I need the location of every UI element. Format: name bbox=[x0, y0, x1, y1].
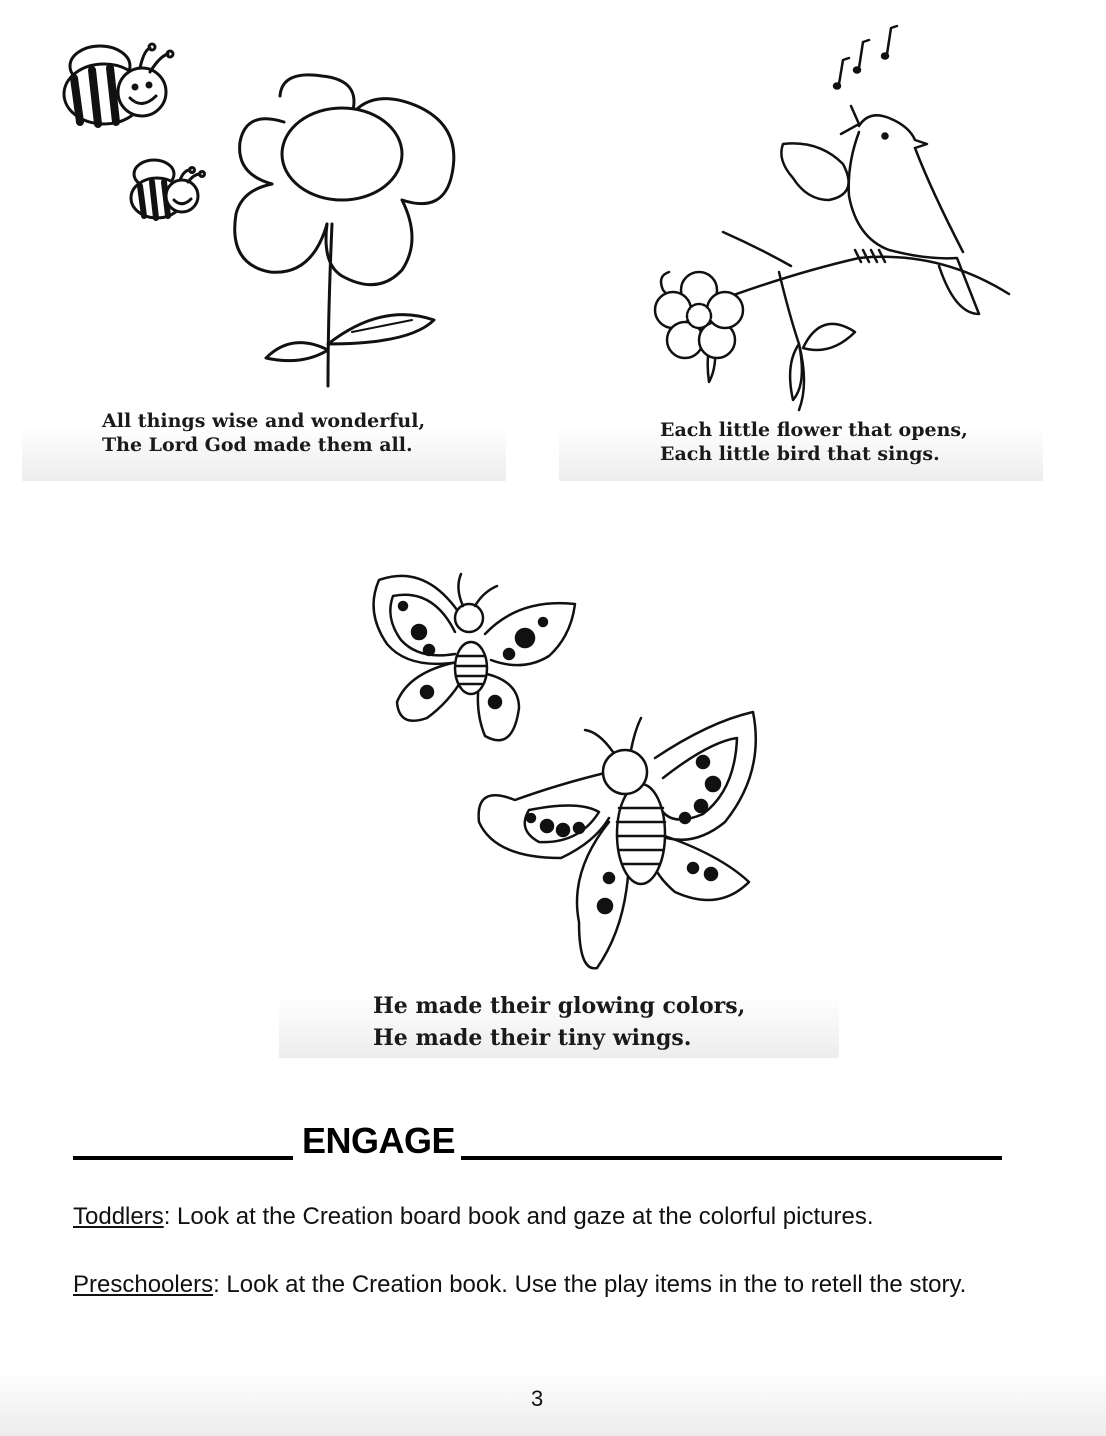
toddlers-label: Toddlers bbox=[73, 1203, 164, 1230]
butterfly-small-icon bbox=[374, 574, 575, 740]
flower-icon bbox=[235, 75, 454, 386]
heading-rule-left bbox=[73, 1156, 293, 1160]
toddlers-text: : Look at the Creation board book and gaze at the colorful pictures. bbox=[163, 1203, 874, 1230]
illustration-flower-bees bbox=[22, 14, 506, 481]
preschoolers-label: Preschoolers bbox=[73, 1271, 214, 1298]
caption-line: He made their glowing colors, bbox=[373, 993, 746, 1019]
caption-line: Each little flower that opens, bbox=[660, 419, 968, 441]
engage-heading bbox=[73, 1118, 1002, 1164]
preschoolers-text: : Look at the Creation book. Use the play items in the to retell the story. bbox=[213, 1271, 967, 1298]
toddlers-paragraph bbox=[73, 1200, 1033, 1234]
flower-caption bbox=[102, 409, 425, 458]
page-number: 3 bbox=[531, 1386, 544, 1411]
butterfly-large-icon bbox=[479, 712, 756, 968]
bee-large-icon bbox=[64, 44, 173, 124]
bee-small-icon bbox=[131, 160, 205, 218]
heading-rule-right bbox=[461, 1156, 1002, 1160]
bird-caption bbox=[660, 418, 968, 467]
illustration-butterflies bbox=[279, 522, 839, 1058]
music-notes-icon bbox=[834, 26, 897, 89]
preschoolers-paragraph bbox=[73, 1268, 1033, 1302]
caption-line: All things wise and wonderful, bbox=[102, 410, 426, 432]
blossom-icon bbox=[655, 272, 743, 358]
bird-icon bbox=[781, 106, 979, 314]
butterflies-caption bbox=[373, 991, 745, 1055]
caption-line: Each little bird that sings. bbox=[660, 443, 940, 466]
caption-line: The Lord God made them all. bbox=[102, 434, 413, 457]
caption-line: He made their tiny wings. bbox=[373, 1024, 692, 1051]
section-title: ENGAGE bbox=[302, 1120, 456, 1161]
illustration-bird bbox=[559, 14, 1043, 481]
